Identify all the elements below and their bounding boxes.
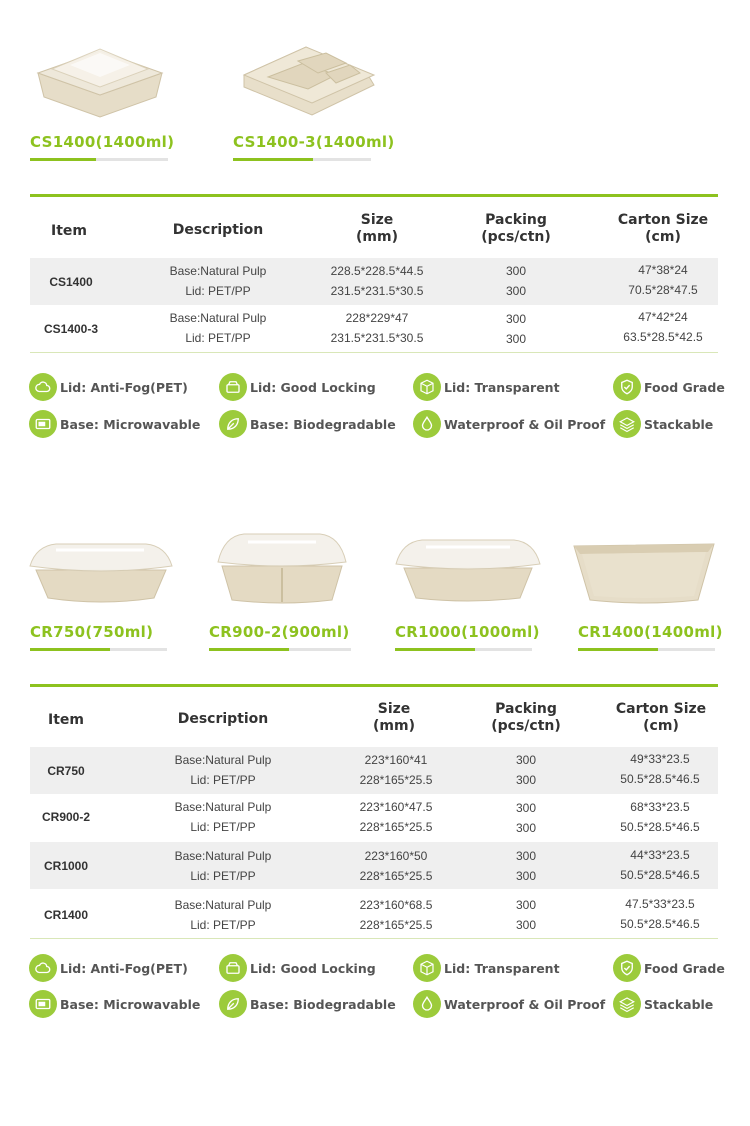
row-description [153,846,293,886]
row-size-lid: 228*165*25.5 [359,773,433,787]
cr750-product-image [26,536,176,606]
lock-box-icon [219,373,247,401]
leaf-icon [219,410,247,438]
feature-microwavable [29,409,200,439]
header-carton [601,701,721,735]
feature-transparent [413,953,560,983]
feature-text: Stackable [644,416,714,432]
cs1400-product-image [30,35,170,120]
header-carton-line2: (cm) [643,718,679,734]
row-pack-base: 300 [505,264,527,278]
row-carton-lid: 50.5*28.5*46.5 [620,772,700,786]
row-item: CS1400-3 [43,322,99,336]
row-desc-lid: Lid: PET/PP [190,820,256,834]
row-carton-lid: 50.5*28.5*46.5 [620,868,700,882]
feature-stackable [613,409,713,439]
product-underline [578,648,715,651]
row-packing [466,798,586,838]
table-bottom-rule [30,352,718,353]
feature-text: Food Grade [644,379,725,395]
feature-text: Lid: Good Locking [250,960,376,976]
droplet-icon [413,410,441,438]
feature-transparent [413,372,560,402]
cr1000-product-image [392,532,544,604]
row-packing [456,309,576,349]
row-carton [600,894,720,934]
header-packing-line2: (pcs/ctn) [481,229,551,245]
lock-box-icon [219,954,247,982]
feature-text: Lid: Transparent [444,960,560,976]
row-carton [603,307,723,347]
product-underline [395,648,532,651]
row-pack-lid: 300 [515,869,537,883]
row-packing [466,846,586,886]
header-packing [466,701,586,735]
row-item: CR900-2 [41,810,91,824]
header-packing-line2: (pcs/ctn) [491,718,561,734]
microwave-icon [29,990,57,1018]
row-size-base: 223*160*47.5 [359,800,433,814]
row-size [317,261,437,301]
header-description: Description [177,711,269,727]
feature-text: Stackable [644,996,714,1012]
row-desc-lid: Lid: PET/PP [190,773,256,787]
feature-microwavable [29,989,200,1019]
feature-waterproof [413,409,605,439]
row-carton-base: 68*33*23.5 [630,800,690,814]
row-desc-base: Base:Natural Pulp [174,753,272,767]
row-desc-base: Base:Natural Pulp [174,800,272,814]
row-desc-lid: Lid: PET/PP [185,284,251,298]
row-pack-base: 300 [515,849,537,863]
row-carton-lid: 70.5*28*47.5 [628,283,698,297]
row-item: CR1000 [43,859,89,873]
row-pack-lid: 300 [515,821,537,835]
row-size-base: 223*160*50 [364,849,428,863]
row-pack-lid: 300 [505,284,527,298]
feature-text: Base: Biodegradable [250,416,396,432]
row-carton-base: 47*42*24 [638,310,688,324]
product-label: CR1400(1400ml) [578,623,723,641]
row-pack-base: 300 [515,753,537,767]
row-description [148,308,288,348]
feature-text: Lid: Good Locking [250,379,376,395]
feature-text: Base: Microwavable [60,996,201,1012]
feature-good-locking [219,372,376,402]
row-desc-base: Base:Natural Pulp [174,898,272,912]
row-carton-base: 47.5*33*23.5 [625,897,695,911]
cloud-icon [29,954,57,982]
row-packing [466,750,586,790]
feature-text: Waterproof & Oil Proof [444,996,606,1012]
header-carton-line1: Carton Size [615,701,707,717]
row-carton-base: 44*33*23.5 [630,848,690,862]
row-size-lid: 228*165*25.5 [359,918,433,932]
header-packing-line1: Packing [485,212,547,228]
row-desc-lid: Lid: PET/PP [190,918,256,932]
feature-text: Lid: Transparent [444,379,560,395]
header-packing [456,212,576,246]
feature-text: Waterproof & Oil Proof [444,416,606,432]
shield-check-icon [613,373,641,401]
header-size-line2: (mm) [356,229,398,245]
header-size-line1: Size [360,212,394,228]
row-pack-lid: 300 [515,773,537,787]
cube-icon [413,373,441,401]
feature-good-locking [219,953,376,983]
feature-text: Base: Biodegradable [250,996,396,1012]
feature-food-grade [613,372,725,402]
row-size [336,895,456,935]
feature-biodegradable [219,989,396,1019]
header-item: Item [51,223,87,239]
cube-icon [413,954,441,982]
product-underline [233,158,371,161]
row-desc-base: Base:Natural Pulp [174,849,272,863]
row-item: CS1400 [49,275,93,289]
header-size [334,701,454,735]
product-label: CR900-2(900ml) [209,623,350,641]
row-size-lid: 231.5*231.5*30.5 [330,331,424,345]
header-item: Item [48,712,84,728]
row-carton-lid: 50.5*28.5*46.5 [620,917,700,931]
row-desc-lid: Lid: PET/PP [190,869,256,883]
row-carton [600,845,720,885]
row-size [336,750,456,790]
row-size [336,846,456,886]
feature-waterproof [413,989,605,1019]
leaf-icon [219,990,247,1018]
shield-check-icon [613,954,641,982]
header-carton-line1: Carton Size [617,212,709,228]
row-packing [466,895,586,935]
layers-icon [613,990,641,1018]
header-packing-line1: Packing [495,701,557,717]
product-label: CR1000(1000ml) [395,623,540,641]
product-underline [209,648,351,651]
row-size-lid: 228*165*25.5 [359,820,433,834]
feature-biodegradable [219,409,396,439]
row-pack-lid: 300 [515,918,537,932]
row-item: CR1400 [43,908,89,922]
product-underline [30,648,167,651]
row-description [153,895,293,935]
row-packing [456,261,576,301]
row-pack-lid: 300 [505,332,527,346]
row-description [153,750,293,790]
row-size-base: 223*160*41 [364,753,428,767]
row-pack-base: 300 [515,898,537,912]
row-desc-lid: Lid: PET/PP [185,331,251,345]
product-label: CS1400-3(1400ml) [233,133,395,151]
feature-food-grade [613,953,725,983]
header-description: Description [172,222,264,238]
row-carton [600,749,720,789]
row-size [336,797,456,837]
product-label: CR750(750ml) [30,623,154,641]
header-carton [603,212,723,246]
row-size-lid: 228*165*25.5 [359,869,433,883]
row-size-base: 228.5*228.5*44.5 [330,264,424,278]
header-size [317,212,437,246]
row-carton-lid: 63.5*28.5*42.5 [623,330,703,344]
row-pack-base: 300 [505,312,527,326]
row-item: CR750 [47,764,85,778]
feature-text: Lid: Anti-Fog(PET) [60,379,188,395]
layers-icon [613,410,641,438]
cr1400-product-image [570,534,718,606]
row-desc-base: Base:Natural Pulp [169,311,267,325]
row-size-lid: 231.5*231.5*30.5 [330,284,424,298]
header-size-line2: (mm) [373,718,415,734]
table-top-rule [30,684,718,687]
row-description [148,261,288,301]
row-pack-base: 300 [515,801,537,815]
product-label: CS1400(1400ml) [30,133,175,151]
row-size-base: 223*160*68.5 [359,898,433,912]
cr900-2-product-image [212,528,352,606]
row-size [317,308,437,348]
cloud-icon [29,373,57,401]
row-carton-base: 49*33*23.5 [630,752,690,766]
feature-text: Lid: Anti-Fog(PET) [60,960,188,976]
row-carton-lid: 50.5*28.5*46.5 [620,820,700,834]
row-description [153,797,293,837]
row-desc-base: Base:Natural Pulp [169,264,267,278]
feature-anti-fog [29,372,188,402]
table-top-rule [30,194,718,197]
droplet-icon [413,990,441,1018]
table-bottom-rule [30,938,718,939]
feature-anti-fog [29,953,188,983]
row-carton [603,260,723,300]
header-carton-line2: (cm) [645,229,681,245]
microwave-icon [29,410,57,438]
row-size-base: 228*229*47 [345,311,409,325]
row-carton [600,797,720,837]
feature-stackable [613,989,713,1019]
feature-text: Food Grade [644,960,725,976]
cs1400-3-product-image [238,35,378,120]
row-carton-base: 47*38*24 [638,263,688,277]
feature-text: Base: Microwavable [60,416,201,432]
header-size-line1: Size [377,701,411,717]
product-underline [30,158,168,161]
